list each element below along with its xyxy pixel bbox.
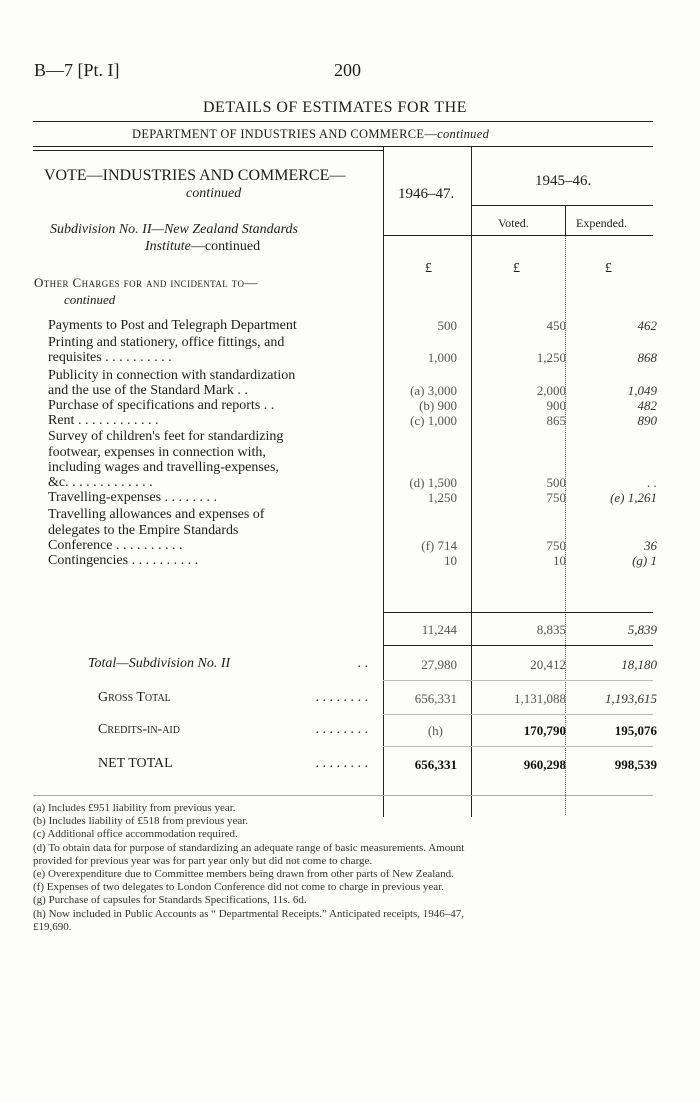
- item-value-expended: (g) 1: [632, 553, 657, 568]
- item-value-1946: (d) 1,500: [409, 475, 457, 490]
- total-value-1946: (h): [427, 723, 443, 738]
- total-leader-dots: . . . . . . . .: [315, 756, 368, 771]
- item-line: Contingencies . . . . . . . . . .: [48, 553, 199, 568]
- page-number: 200: [334, 60, 361, 80]
- item-line: requisites . . . . . . . . . .: [48, 350, 172, 366]
- item-line: delegates to the Empire Standards: [48, 522, 239, 538]
- col-header-bottom-rule: [383, 235, 653, 236]
- item-value-voted: 450: [546, 318, 566, 333]
- item-value-expended: 462: [637, 318, 657, 333]
- item-value-voted: 900: [546, 398, 566, 413]
- total-rule: [383, 680, 653, 681]
- other-charges-heading: Other Charges for and incidental to—: [34, 275, 258, 290]
- item-value-1946: 1,000: [427, 350, 457, 366]
- item-value-voted: 1,250: [536, 350, 566, 366]
- table-bottom-rule: [33, 795, 653, 796]
- total-value-voted: 170,790: [523, 723, 566, 738]
- col-header-expended: Expended.: [576, 216, 627, 230]
- subdivision-title: Subdivision No. II—New Zealand Standards: [50, 222, 298, 237]
- item-line: and the use of the Standard Mark . .: [48, 382, 248, 398]
- item-value-voted: 2,000: [536, 382, 566, 398]
- vote-title: VOTE—INDUSTRIES AND COMMERCE—: [44, 167, 346, 184]
- pound-1946: £: [425, 261, 432, 276]
- total-value-1946: 656,331: [414, 757, 457, 772]
- total-value-1946: 27,980: [421, 657, 457, 672]
- item-line: Publicity in connection with standardization: [48, 367, 296, 383]
- total-label: Credits-in-aid: [98, 722, 180, 737]
- item-value-expended: 36: [644, 537, 657, 553]
- item-line: Printing and stationery, office fittings, and: [48, 335, 285, 351]
- subtotal-rule: [383, 612, 653, 613]
- item-value-1946: (f) 714: [421, 537, 457, 553]
- vote-title-cont: continued: [186, 186, 242, 201]
- page-ref: B—7 [Pt. I]: [34, 60, 120, 80]
- subdivision-cont: —continued: [190, 239, 261, 254]
- total-value-1946: 656,331: [414, 691, 457, 706]
- item-line: Conference . . . . . . . . . .: [48, 537, 183, 553]
- total-label: NET TOTAL: [98, 756, 173, 771]
- total-rule: [383, 746, 653, 747]
- item-line: Travelling-expenses . . . . . . . .: [48, 490, 218, 506]
- item-value-voted: 500: [546, 475, 566, 490]
- col-rule-2: [471, 147, 472, 817]
- col-header-rule: [471, 205, 653, 206]
- item-value-1946: 1,250: [427, 490, 457, 506]
- item-value-1946: (c) 1,000: [410, 413, 457, 429]
- footnote: (f) Expenses of two delegates to London Conference did not come to charge in previous year.: [33, 881, 444, 894]
- footnote: (d) To obtain data for purpose of standardizing an adequate range of basic measurements. Amount: [33, 841, 465, 854]
- item-line: footwear, expenses in connection with,: [48, 444, 266, 460]
- total-value-voted: 1,131,088: [514, 691, 566, 706]
- item-value-voted: 750: [546, 537, 566, 553]
- item-value-1946: 500: [437, 318, 457, 333]
- subdivision-title-2: [145, 239, 260, 255]
- title-rule: [33, 121, 653, 122]
- item-line: including wages and travelling-expenses,: [48, 459, 279, 475]
- item-line: Survey of children's feet for standardizing: [48, 429, 284, 445]
- total-value-expended: 998,539: [614, 757, 657, 772]
- page-title: DETAILS OF ESTIMATES FOR THE: [203, 99, 467, 116]
- item-value-voted: 750: [546, 490, 566, 506]
- col-rule-1: [383, 147, 384, 817]
- item-line: Rent . . . . . . . . . . . .: [48, 413, 159, 429]
- page-subtitle: [132, 127, 489, 142]
- total-leader-dots: . . . . . . . .: [315, 722, 368, 737]
- item-line: Payments to Post and Telegraph Department: [48, 318, 297, 333]
- total-value-expended: 195,076: [614, 723, 657, 738]
- footnote: (c) Additional office accommodation required.: [33, 828, 238, 841]
- subtotal-voted: 8,835: [536, 622, 566, 637]
- footnote: (g) Purchase of capsules for Standards Specifications, 11s. 6d.: [33, 894, 307, 907]
- subtitle-main: DEPARTMENT OF INDUSTRIES AND COMMERCE—: [132, 127, 438, 141]
- subdivision-institute: Institute: [145, 239, 191, 254]
- col-rule-3: [565, 205, 566, 235]
- col-header-voted: Voted.: [498, 216, 529, 230]
- footnote: (b) Includes liability of £518 from previous year.: [33, 815, 249, 828]
- footnote: (a) Includes £951 liability from previous year.: [33, 802, 236, 814]
- item-line: Travelling allowances and expenses of: [48, 507, 265, 523]
- item-value-expended: 1,049: [627, 382, 657, 398]
- item-value-expended: 890: [637, 413, 657, 429]
- footnote: provided for previous year was for part year only but did not come to charge.: [33, 854, 373, 867]
- item-value-voted: 865: [546, 413, 566, 429]
- total-value-expended: 18,180: [621, 657, 657, 672]
- subtotal-bottom-rule: [383, 645, 653, 646]
- item-value-expended: 482: [637, 398, 657, 413]
- col-header-1945: 1945–46.: [535, 173, 592, 189]
- total-label: Gross Total: [98, 690, 171, 705]
- subtotal-expended: 5,839: [627, 622, 657, 637]
- col-header-1946: 1946–47.: [398, 186, 455, 202]
- total-value-voted: 20,412: [530, 657, 566, 672]
- footnote: (e) Overexpenditure due to Committee members being drawn from other parts of New Zealand.: [33, 868, 454, 880]
- total-rule: [383, 714, 653, 715]
- item-line: &c. . . . . . . . . . . . .: [48, 475, 153, 490]
- footnote: (h) Now included in Public Accounts as “ Departmental Receipts.” Anticipated receipts, 1946–47,: [33, 907, 465, 920]
- pound-expended: £: [605, 261, 612, 276]
- table-top-rule: [33, 146, 653, 147]
- pound-voted: £: [513, 261, 520, 276]
- item-value-1946: 10: [444, 553, 457, 568]
- item-value-expended: (e) 1,261: [610, 490, 657, 506]
- total-label: Total—Subdivision No. II: [88, 656, 231, 671]
- total-leader-dots: . .: [357, 656, 368, 671]
- total-value-expended: 1,193,615: [605, 691, 657, 706]
- item-line: Purchase of specifications and reports . .: [48, 398, 275, 413]
- item-value-1946: (a) 3,000: [410, 382, 457, 398]
- other-charges-cont: continued: [64, 292, 116, 307]
- subtitle-cont: continued: [437, 127, 490, 141]
- item-value-expended: 868: [637, 350, 657, 366]
- item-value-voted: 10: [553, 553, 566, 568]
- vote-left-rule: [33, 150, 383, 151]
- subtotal-1946: 11,244: [421, 622, 457, 637]
- item-value-1946: (b) 900: [419, 398, 457, 413]
- total-leader-dots: . . . . . . . .: [315, 690, 368, 705]
- total-value-voted: 960,298: [523, 757, 566, 772]
- item-value-expended: . .: [647, 475, 657, 490]
- footnote: £19,690.: [33, 920, 72, 933]
